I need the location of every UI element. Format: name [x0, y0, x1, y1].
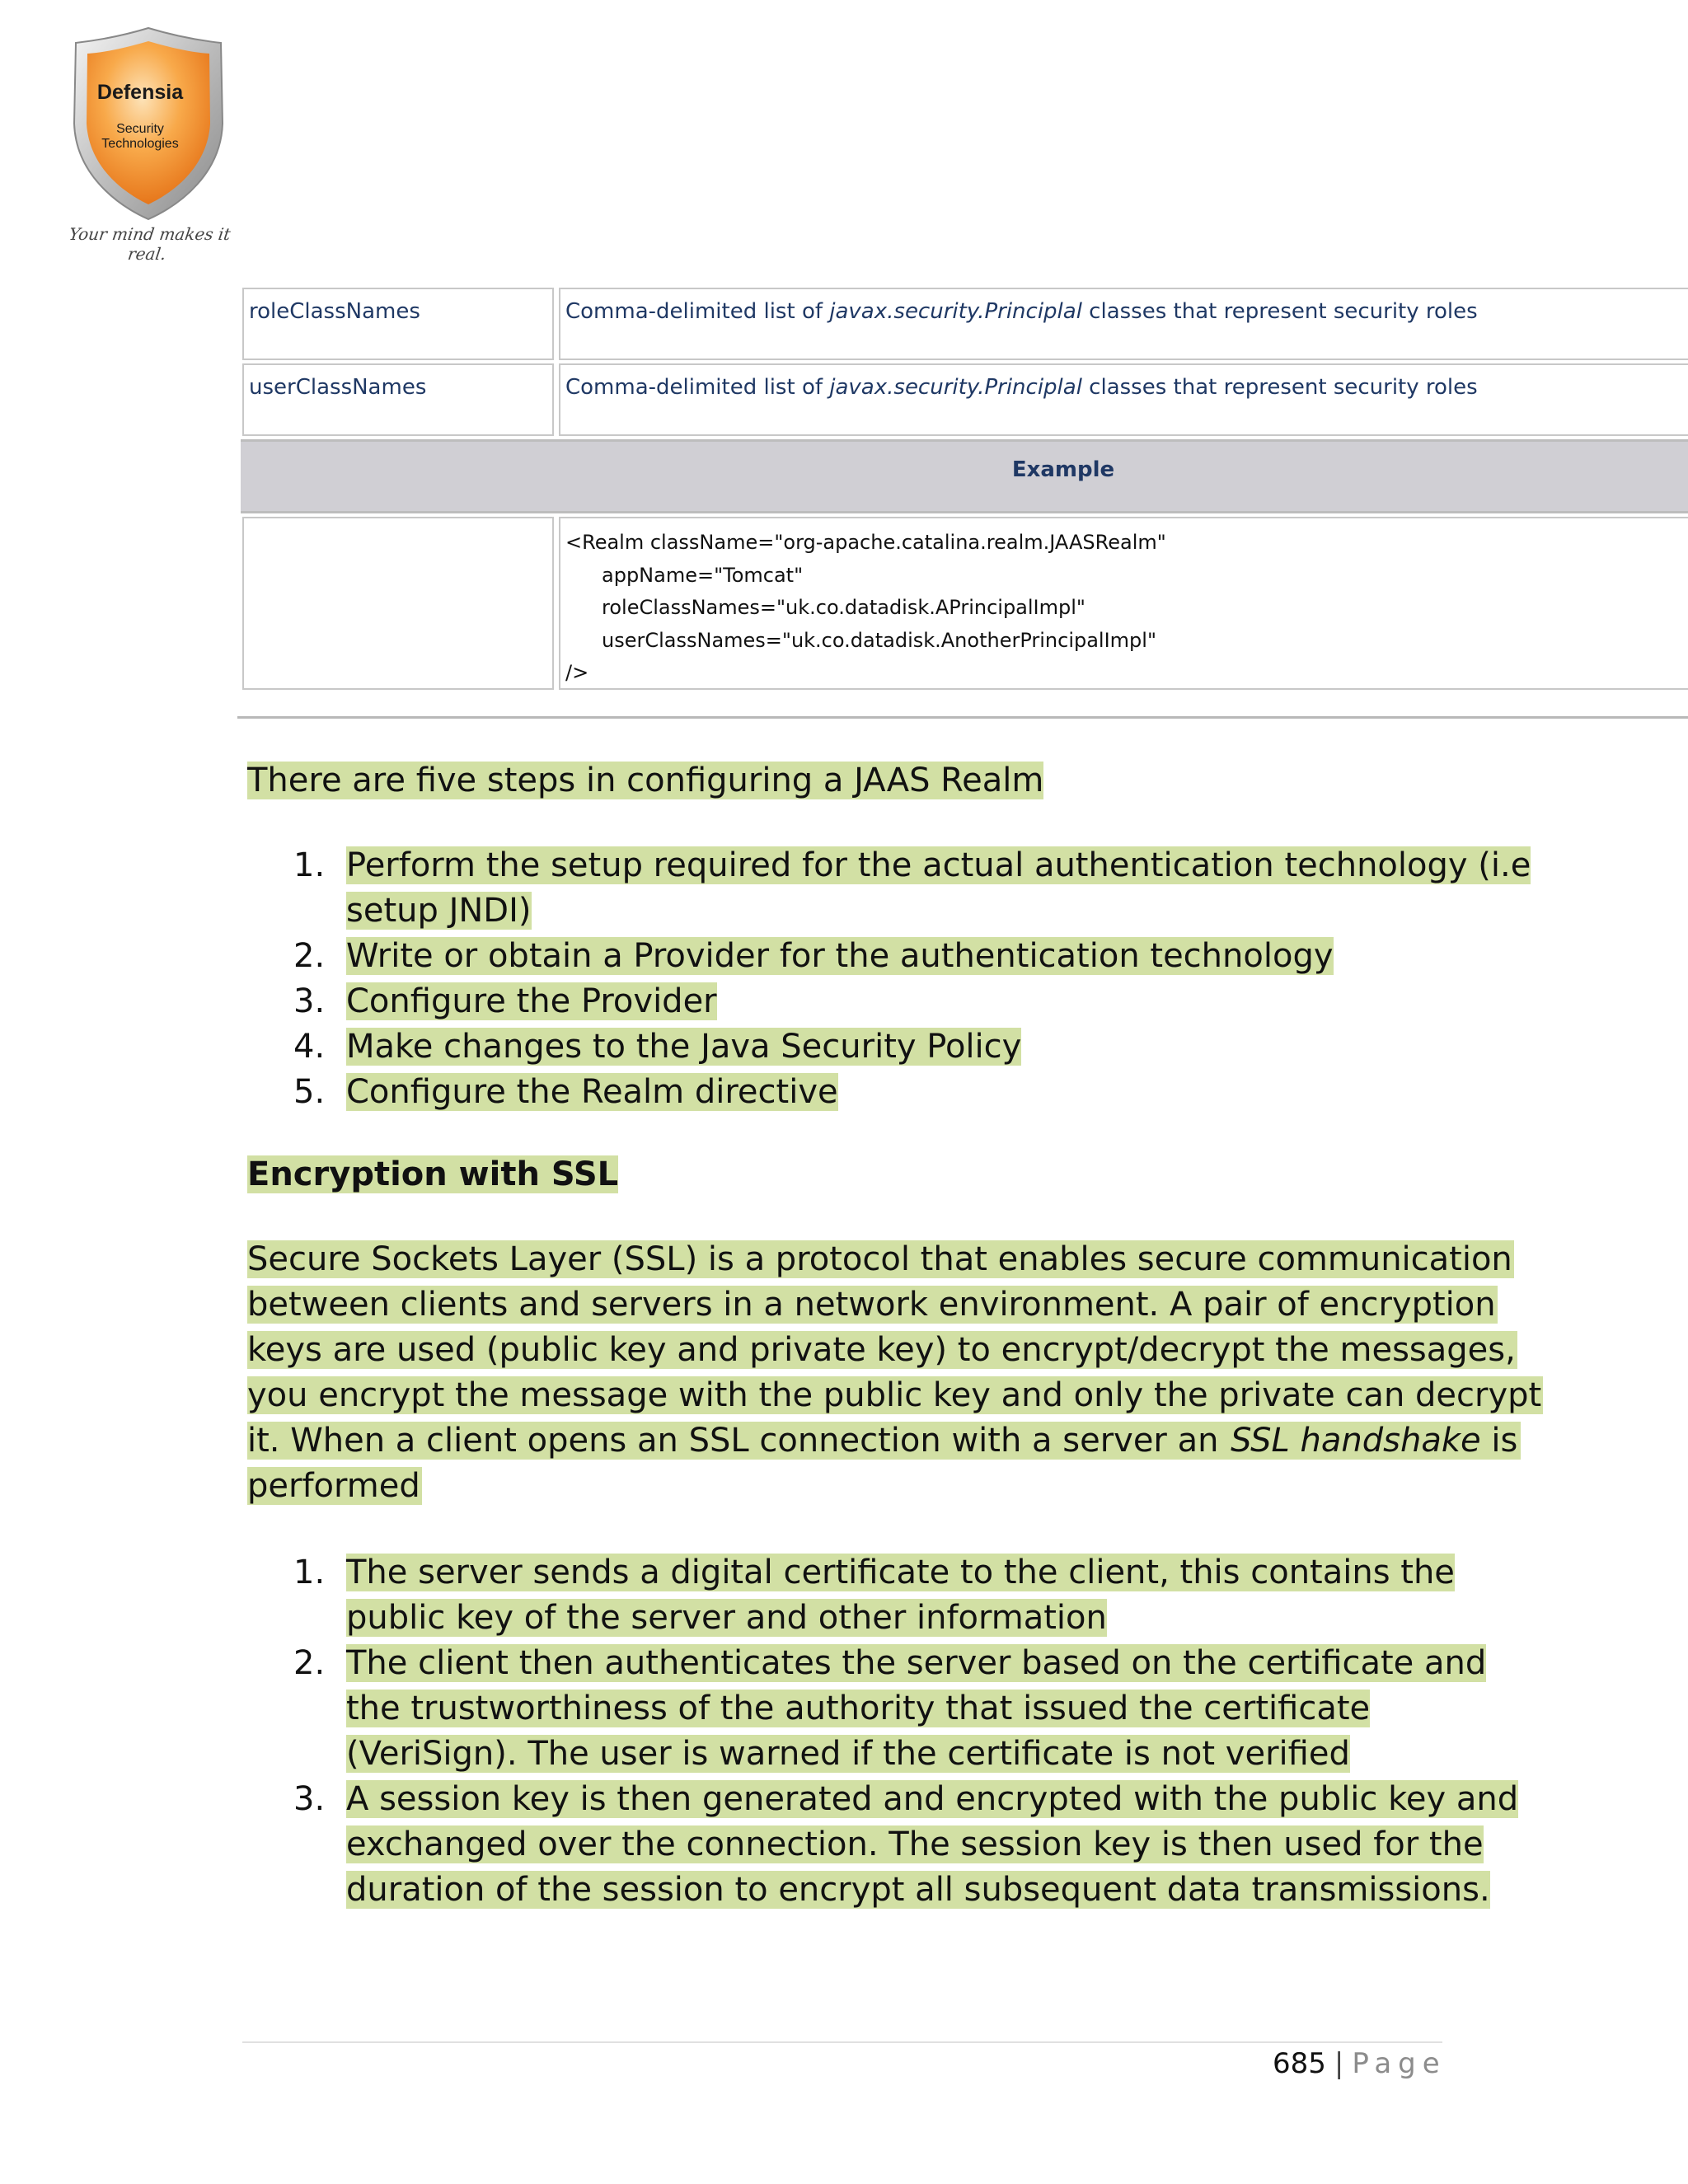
list-item-text: The server sends a digital certificate to the client, this contains the: [346, 1554, 1455, 1591]
page-footer: [1273, 2047, 1447, 2080]
list-item-text: public key of the server and other information: [346, 1599, 1107, 1637]
list-item-text: Configure the Provider: [346, 982, 717, 1020]
logo-brand-name: Defensia: [96, 81, 184, 104]
list-number: 3.: [293, 1780, 326, 1818]
list-item-text: Make changes to the Java Security Policy: [346, 1028, 1022, 1066]
list-number: 2.: [293, 937, 326, 975]
list-item-text: setup JNDI): [346, 892, 532, 930]
example-code-cell: [559, 517, 1688, 690]
attribute-name: roleClassNames: [249, 299, 420, 324]
code-line: <Realm className="org-apache.catalina.realm.JAASRealm": [565, 531, 1166, 554]
list-item-text: duration of the session to encrypt all subsequent data transmissions.: [346, 1871, 1490, 1909]
list-number: 4.: [293, 1028, 326, 1066]
table-cell-empty: [242, 517, 554, 690]
list-item-text: (VeriSign). The user is warned if the certificate is not verified: [346, 1735, 1350, 1773]
example-code: [565, 527, 1166, 690]
table-row: [241, 288, 1688, 360]
table-cell-description: [559, 288, 1688, 360]
example-header-row: [241, 439, 1688, 513]
code-line: />: [565, 661, 589, 684]
attribute-name: userClassNames: [249, 375, 427, 400]
code-line: appName="Tomcat": [602, 563, 804, 587]
logo-tagline: Your mind makes it real.: [68, 224, 232, 264]
list-item-text: Perform the setup required for the actual authentication technology (i.e: [346, 846, 1531, 884]
table-cell-description: [559, 363, 1688, 436]
section-heading: Encryption with SSL: [247, 1155, 619, 1193]
code-line: roleClassNames="uk.co.datadisk.APrincipalImpl": [602, 596, 1085, 619]
attribute-description: Comma-delimited list of javax.security.Principlal classes that represent security roles: [565, 299, 1478, 324]
list-item-text: Configure the Realm directive: [346, 1073, 838, 1111]
list-number: 1.: [293, 1554, 326, 1591]
list-number: 3.: [293, 982, 326, 1020]
code-line: userClassNames="uk.co.datadisk.AnotherPrincipalImpl": [602, 628, 1156, 652]
list-number: 5.: [293, 1073, 326, 1111]
company-logo: [58, 25, 239, 264]
list-item-text: The client then authenticates the server based on the certificate and: [346, 1644, 1487, 1682]
table-row: [241, 363, 1688, 436]
list-item-text: A session key is then generated and encrypted with the public key and: [346, 1780, 1519, 1818]
list-item-text: the trustworthiness of the authority that issued the certificate: [346, 1690, 1371, 1727]
logo-subtitle-line2: Technologies: [101, 137, 179, 151]
list-item-text: Write or obtain a Provider for the authentication technology: [346, 937, 1334, 975]
example-label: Example: [1011, 457, 1115, 482]
list-number: 1.: [293, 846, 326, 884]
table-bottom-border: [237, 716, 1688, 719]
list-item-text: exchanged over the connection. The session key is then used for the: [346, 1825, 1484, 1863]
logo-subtitle-line1: Security: [116, 122, 164, 136]
table-cell-attribute: [242, 288, 554, 360]
attribute-description: Comma-delimited list of javax.security.Principlal classes that represent security roles: [565, 375, 1478, 400]
table-cell-attribute: [242, 363, 554, 436]
jaas-intro: There are five steps in configuring a JAAS Realm: [247, 762, 1044, 799]
ssl-paragraph: Secure Sockets Layer (SSL) is a protocol that enables secure communication between clients and servers in a network environment. A pair of encryption keys are used (public key and private key) to encrypt/decrypt the messages, you encrypt the message with the public key and only the private can decrypt it. When a client opens an SSL connection with a server an SSL handshake is performed: [247, 1240, 1542, 1505]
footer-separator: |: [1334, 2047, 1344, 2080]
footer-divider: [242, 2041, 1442, 2043]
page-label: Page: [1352, 2047, 1447, 2080]
example-code-row: [241, 517, 1688, 690]
page-number: 685: [1273, 2047, 1326, 2080]
list-number: 2.: [293, 1644, 326, 1682]
